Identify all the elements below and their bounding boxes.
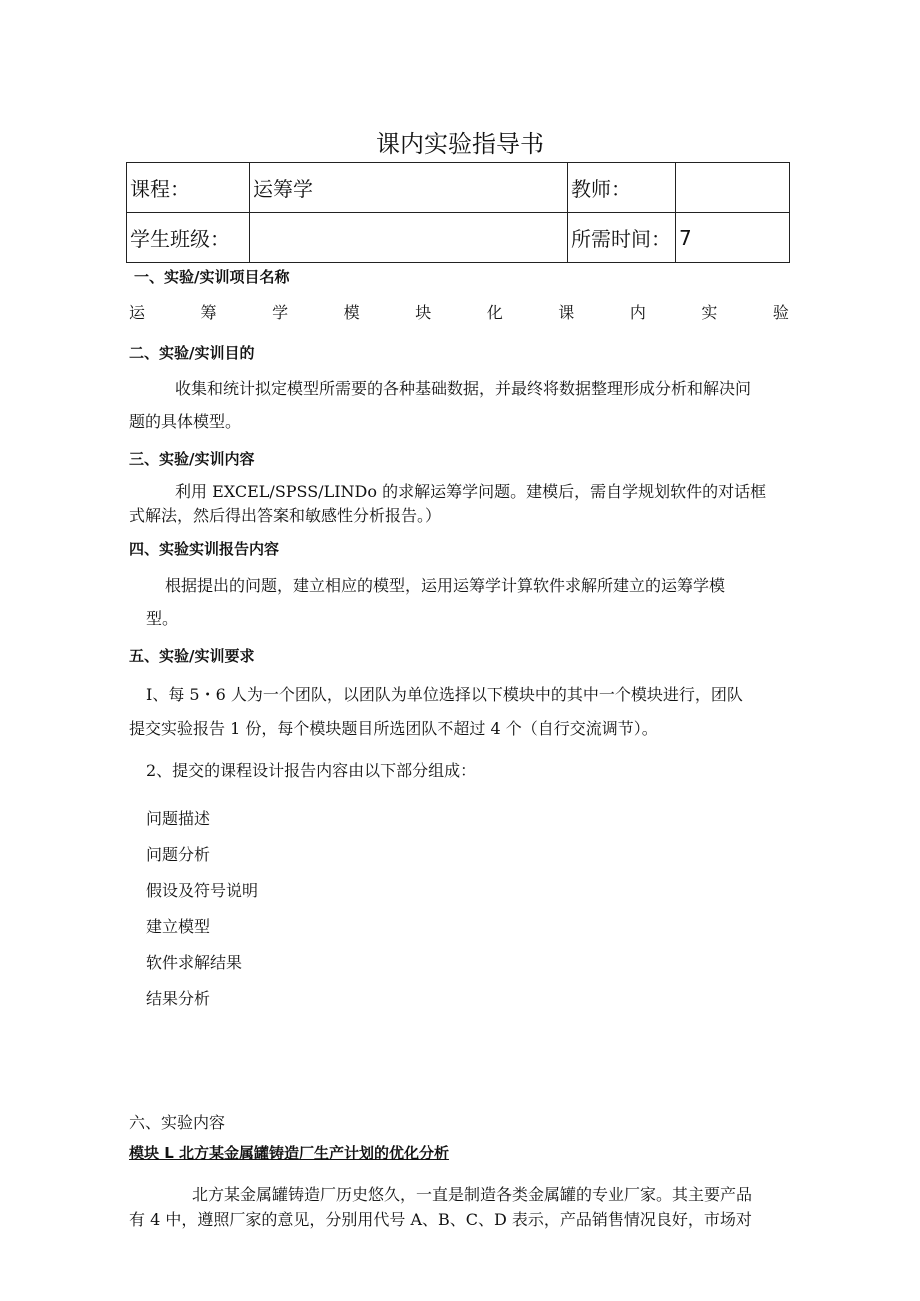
- section-6-heading: 六、实验内容: [129, 1113, 226, 1132]
- section-5-line-3: 2、提交的课程设计报告内容由以下部分组成：: [146, 761, 477, 780]
- report-part-item: 结果分析: [146, 989, 211, 1008]
- class-value: [250, 213, 568, 263]
- project-name-char: 筹: [200, 303, 217, 322]
- course-value: 运筹学: [250, 163, 568, 213]
- section-4-heading: 四、实验实训报告内容: [129, 540, 280, 558]
- section-5-line-2: 提交实验报告 1 份，每个模块题目所选团队不超过 4 个（自行交流调节）。: [129, 719, 658, 738]
- course-label: 课程：: [127, 163, 250, 213]
- teacher-value: [676, 163, 790, 213]
- project-name-char: 验: [772, 303, 789, 322]
- document-title: 课内实验指导书: [376, 130, 544, 158]
- project-name-char: 块: [415, 303, 432, 322]
- module-1-line-2: 有 4 中，遵照厂家的意见，分别用代号 A、B、C、D 表示，产品销售情况良好，市场对: [129, 1210, 752, 1229]
- section-4-line-1: 根据提出的问题，建立相应的模型，运用运筹学计算软件求解所建立的运筹学模: [165, 576, 726, 595]
- report-part-item: 问题分析: [146, 845, 211, 864]
- project-name-char: 化: [486, 303, 503, 322]
- section-2-line-1: 收集和统计拟定模型所需要的各种基础数据，并最终将数据整理形成分析和解决问: [175, 379, 752, 398]
- section-1-heading: 一、实验/实训项目名称: [134, 268, 290, 286]
- time-value: 7: [676, 213, 790, 263]
- section-3-line-2: 式解法，然后得出答案和敏感性分析报告。）: [129, 506, 442, 525]
- project-name-char: 模: [343, 303, 360, 322]
- project-name-spread: [129, 300, 789, 323]
- report-part-item: 建立模型: [146, 917, 211, 936]
- project-name-char: 内: [629, 303, 646, 322]
- module-1-line-1: 北方某金属罐铸造厂历史悠久，一直是制造各类金属罐的专业厂家。其主要产品: [192, 1185, 753, 1204]
- report-part-item: 假设及符号说明: [146, 881, 259, 900]
- section-3-line-1: 利用 EXCEL/SPSS/LINDo 的求解运筹学问题。建模后，需自学规划软件的对话框: [175, 482, 767, 501]
- section-2-line-2: 题的具体模型。: [129, 412, 242, 431]
- class-label: 学生班级：: [127, 213, 250, 263]
- project-name-char: 课: [558, 303, 575, 322]
- report-part-item: 软件求解结果: [146, 953, 243, 972]
- section-5-heading: 五、实验/实训要求: [129, 647, 255, 665]
- project-name-char: 运: [129, 303, 146, 322]
- section-2-heading: 二、实验/实训目的: [129, 344, 255, 362]
- project-name-char: 学: [272, 303, 289, 322]
- teacher-label: 教师：: [568, 163, 676, 213]
- section-5-line-1: I、每 5・6 人为一个团队，以团队为单位选择以下模块中的其中一个模块进行，团队: [146, 685, 743, 704]
- section-3-heading: 三、实验/实训内容: [129, 450, 255, 468]
- project-name-char: 实: [701, 303, 718, 322]
- course-info-table: [126, 162, 790, 263]
- module-1-title: 模块 L 北方某金属罐铸造厂生产计划的优化分析: [129, 1144, 450, 1162]
- report-part-item: 问题描述: [146, 809, 211, 828]
- time-label: 所需时间：: [568, 213, 676, 263]
- section-4-line-2: 型。: [146, 609, 179, 628]
